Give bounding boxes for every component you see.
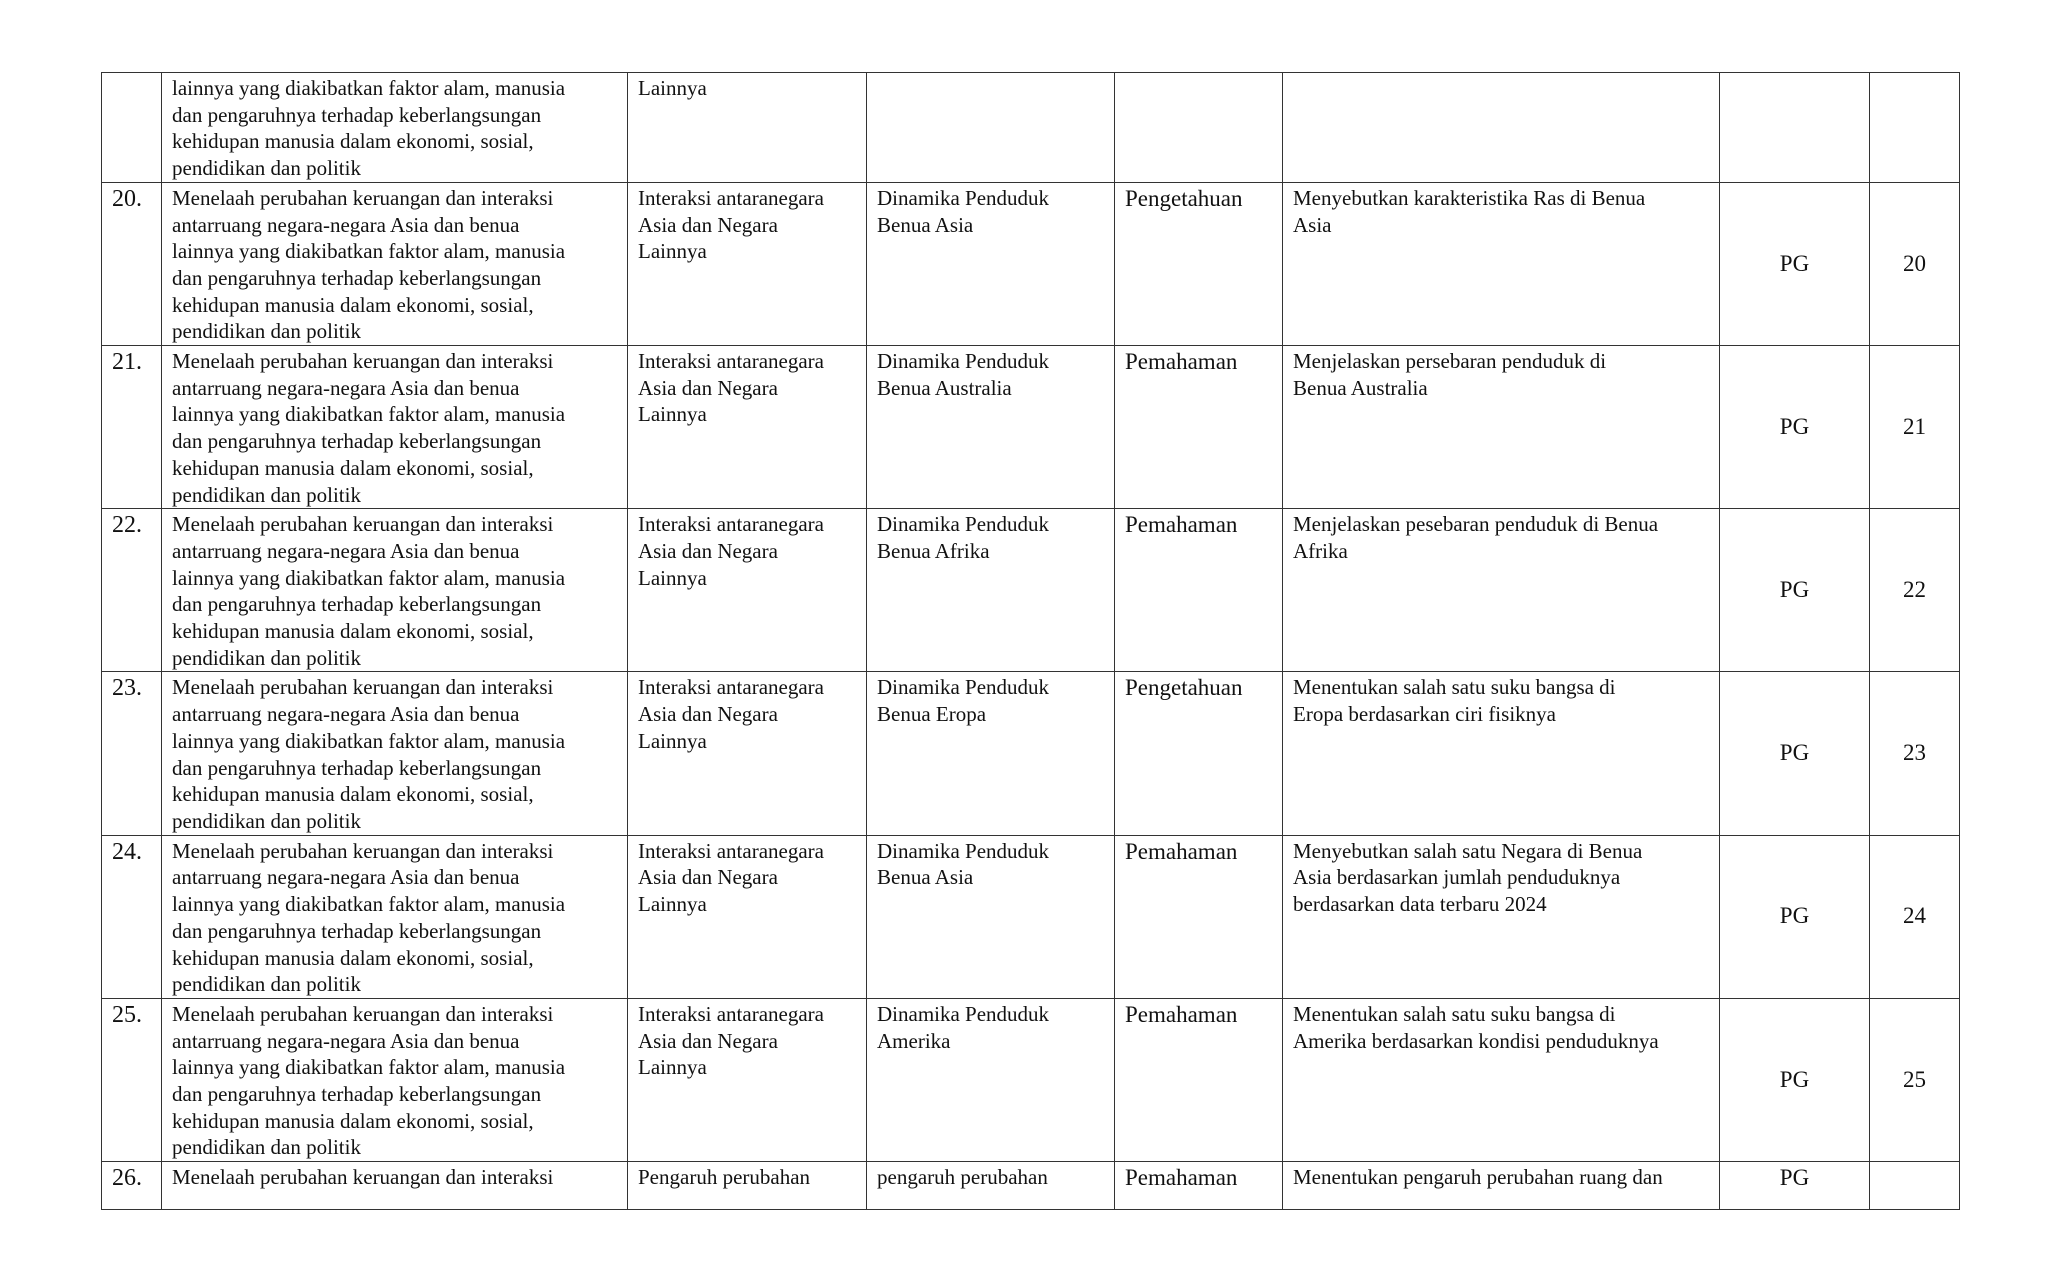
kompetensi-dasar-cell-line: kehidupan manusia dalam ekonomi, sosial, (172, 1108, 534, 1133)
materi-cell (628, 998, 867, 1161)
materi-cell-line: Lainnya (638, 892, 707, 917)
kompetensi-dasar-cell-line: kehidupan manusia dalam ekonomi, sosial, (172, 782, 534, 807)
indikator-cell-line: Asia (1293, 212, 1332, 237)
indikator-cell-line: Eropa berdasarkan ciri fisiknya (1293, 702, 1556, 727)
kompetensi-dasar-cell-line: Menelaah perubahan keruangan dan interaksi (172, 185, 554, 210)
level-kognitif-cell: Pemahaman (1115, 835, 1283, 998)
indikator-cell-line: Menyebutkan salah satu Negara di Benua (1293, 838, 1643, 863)
materi-cell-line: Asia dan Negara (638, 1028, 778, 1053)
submateri-cell-line: Dinamika Penduduk (877, 838, 1050, 863)
materi-cell-line: Lainnya (638, 402, 707, 427)
kompetensi-dasar-cell (162, 998, 628, 1161)
indikator-cell-line: Afrika (1293, 538, 1348, 563)
nomor-soal-cell: 25 (1870, 998, 1960, 1161)
kompetensi-dasar-cell-line: pendidikan dan politik (172, 319, 361, 344)
submateri-cell (867, 182, 1115, 345)
kompetensi-dasar-cell-line: Menelaah perubahan keruangan dan interaksi (172, 512, 554, 537)
table-row (102, 1162, 1960, 1210)
kompetensi-dasar-cell-line: antarruang negara-negara Asia dan benua (172, 865, 520, 890)
kompetensi-dasar-cell-line: lainnya yang diakibatkan faktor alam, manusia (172, 402, 566, 427)
indikator-cell (1283, 835, 1720, 998)
materi-cell-line: Lainnya (638, 239, 707, 264)
kompetensi-dasar-cell-line: dan pengaruhnya terhadap keberlangsungan (172, 592, 542, 617)
table-row (102, 835, 1960, 998)
kompetensi-dasar-cell-line: kehidupan manusia dalam ekonomi, sosial, (172, 945, 534, 970)
materi-cell (628, 1162, 867, 1210)
kompetensi-dasar-cell (162, 1162, 628, 1210)
level-kognitif-cell: Pengetahuan (1115, 672, 1283, 835)
submateri-cell-line: Dinamika Penduduk (877, 349, 1050, 374)
indikator-cell-line: Amerika berdasarkan kondisi penduduknya (1293, 1028, 1659, 1053)
kompetensi-dasar-cell-line: kehidupan manusia dalam ekonomi, sosial, (172, 455, 534, 480)
kompetensi-dasar-cell-line: kehidupan manusia dalam ekonomi, sosial, (172, 129, 534, 154)
kompetensi-dasar-cell-line: pendidikan dan politik (172, 972, 361, 997)
submateri-cell-line: Benua Afrika (877, 538, 990, 563)
row-number-cell (102, 73, 162, 183)
kompetensi-dasar-cell-line: antarruang negara-negara Asia dan benua (172, 1028, 520, 1053)
materi-cell-line: Asia dan Negara (638, 865, 778, 890)
kompetensi-dasar-cell-line: pendidikan dan politik (172, 645, 361, 670)
kompetensi-dasar-cell-line: antarruang negara-negara Asia dan benua (172, 212, 520, 237)
level-kognitif-cell: Pemahaman (1115, 509, 1283, 672)
submateri-cell (867, 835, 1115, 998)
indikator-cell (1283, 998, 1720, 1161)
kompetensi-dasar-cell-line: antarruang negara-negara Asia dan benua (172, 538, 520, 563)
nomor-soal-cell: 20 (1870, 182, 1960, 345)
kompetensi-dasar-cell (162, 835, 628, 998)
indikator-cell-line: Menjelaskan pesebaran penduduk di Benua (1293, 512, 1659, 537)
table-row (102, 509, 1960, 672)
bentuk-soal-cell: PG (1720, 1162, 1870, 1210)
materi-cell-line: Pengaruh perubahan (638, 1165, 811, 1190)
materi-cell-line: Interaksi antaranegara (638, 512, 824, 537)
kompetensi-dasar-cell-line: lainnya yang diakibatkan faktor alam, manusia (172, 892, 566, 917)
submateri-cell-line: Benua Asia (877, 865, 974, 890)
kompetensi-dasar-cell (162, 672, 628, 835)
materi-cell (628, 346, 867, 509)
nomor-soal-cell: 23 (1870, 672, 1960, 835)
materi-cell-line: Asia dan Negara (638, 375, 778, 400)
materi-cell-line: Lainnya (638, 728, 707, 753)
kompetensi-dasar-cell-line: dan pengaruhnya terhadap keberlangsungan (172, 102, 542, 127)
indikator-cell-line: Menjelaskan persebaran penduduk di (1293, 349, 1607, 374)
materi-cell (628, 73, 867, 183)
kompetensi-dasar-cell-line: dan pengaruhnya terhadap keberlangsungan (172, 265, 542, 290)
level-kognitif-cell (1115, 73, 1283, 183)
bentuk-soal-cell: PG (1720, 672, 1870, 835)
submateri-cell-line: Dinamika Penduduk (877, 675, 1050, 700)
indikator-cell (1283, 509, 1720, 672)
kompetensi-dasar-cell-line: pendidikan dan politik (172, 482, 361, 507)
materi-cell-line: Interaksi antaranegara (638, 349, 824, 374)
materi-cell (628, 182, 867, 345)
nomor-soal-cell: 21 (1870, 346, 1960, 509)
indikator-cell-line: Benua Australia (1293, 375, 1428, 400)
indikator-cell (1283, 73, 1720, 183)
indikator-cell (1283, 182, 1720, 345)
row-number-cell: 21. (102, 346, 162, 509)
kompetensi-dasar-cell-line: dan pengaruhnya terhadap keberlangsungan (172, 429, 542, 454)
kompetensi-dasar-cell-line: pendidikan dan politik (172, 1135, 361, 1160)
bentuk-soal-cell (1720, 73, 1870, 183)
kompetensi-dasar-cell (162, 73, 628, 183)
row-number-cell: 24. (102, 835, 162, 998)
row-number-cell: 25. (102, 998, 162, 1161)
materi-cell (628, 672, 867, 835)
materi-cell-line: Lainnya (638, 1055, 707, 1080)
kompetensi-dasar-cell-line: lainnya yang diakibatkan faktor alam, manusia (172, 239, 566, 264)
level-kognitif-cell: Pemahaman (1115, 998, 1283, 1161)
submateri-cell-line: Benua Asia (877, 212, 974, 237)
kompetensi-dasar-cell-line: antarruang negara-negara Asia dan benua (172, 702, 520, 727)
bentuk-soal-cell: PG (1720, 346, 1870, 509)
materi-cell-line: Asia dan Negara (638, 212, 778, 237)
row-number-cell: 20. (102, 182, 162, 345)
kompetensi-dasar-cell-line: Menelaah perubahan keruangan dan interaksi (172, 349, 554, 374)
materi-cell-line: Interaksi antaranegara (638, 185, 824, 210)
kompetensi-dasar-cell-line: kehidupan manusia dalam ekonomi, sosial, (172, 292, 534, 317)
indikator-cell-line: Menentukan salah satu suku bangsa di (1293, 675, 1616, 700)
materi-cell-line: Lainnya (638, 76, 707, 100)
submateri-cell-line: Amerika (877, 1028, 951, 1053)
kompetensi-dasar-cell (162, 182, 628, 345)
table-row (102, 998, 1960, 1161)
nomor-soal-cell: 24 (1870, 835, 1960, 998)
kompetensi-dasar-cell-line: dan pengaruhnya terhadap keberlangsungan (172, 918, 542, 943)
row-number-cell: 26. (102, 1162, 162, 1210)
kompetensi-dasar-cell-line: lainnya yang diakibatkan faktor alam, manusia (172, 565, 566, 590)
submateri-cell-line: Benua Australia (877, 375, 1012, 400)
submateri-cell-line: Dinamika Penduduk (877, 1001, 1050, 1026)
materi-cell-line: Interaksi antaranegara (638, 838, 824, 863)
kompetensi-dasar-cell-line: dan pengaruhnya terhadap keberlangsungan (172, 1082, 542, 1107)
kompetensi-dasar-cell-line: Menelaah perubahan keruangan dan interaksi (172, 675, 554, 700)
row-number-cell: 23. (102, 672, 162, 835)
indikator-cell (1283, 1162, 1720, 1210)
kisi-kisi-table (101, 72, 1960, 1210)
indikator-cell-line: Menyebutkan karakteristika Ras di Benua (1293, 185, 1646, 210)
kompetensi-dasar-cell-line: antarruang negara-negara Asia dan benua (172, 375, 520, 400)
materi-cell (628, 509, 867, 672)
submateri-cell (867, 1162, 1115, 1210)
indikator-cell-line: Menentukan pengaruh perubahan ruang dan (1293, 1165, 1663, 1190)
indikator-cell (1283, 346, 1720, 509)
nomor-soal-cell (1870, 1162, 1960, 1210)
materi-cell (628, 835, 867, 998)
materi-cell-line: Lainnya (638, 565, 707, 590)
table-row (102, 346, 1960, 509)
kompetensi-dasar-cell (162, 509, 628, 672)
bentuk-soal-cell: PG (1720, 998, 1870, 1161)
table-row (102, 182, 1960, 345)
submateri-cell-line: Dinamika Penduduk (877, 512, 1050, 537)
indikator-cell-line: Menentukan salah satu suku bangsa di (1293, 1001, 1616, 1026)
bentuk-soal-cell: PG (1720, 182, 1870, 345)
bentuk-soal-cell: PG (1720, 509, 1870, 672)
submateri-cell-line: Benua Eropa (877, 702, 987, 727)
table-row (102, 672, 1960, 835)
submateri-cell (867, 672, 1115, 835)
materi-cell-line: Asia dan Negara (638, 538, 778, 563)
submateri-cell (867, 998, 1115, 1161)
kompetensi-dasar-cell-line: lainnya yang diakibatkan faktor alam, manusia (172, 1055, 566, 1080)
indikator-cell (1283, 672, 1720, 835)
nomor-soal-cell (1870, 73, 1960, 183)
row-number-cell: 22. (102, 509, 162, 672)
table-body (102, 73, 1960, 1210)
indikator-cell-line: berdasarkan data terbaru 2024 (1293, 892, 1547, 917)
table-row (102, 73, 1960, 183)
level-kognitif-cell: Pemahaman (1115, 1162, 1283, 1210)
level-kognitif-cell: Pemahaman (1115, 346, 1283, 509)
submateri-cell-line: Dinamika Penduduk (877, 185, 1050, 210)
submateri-cell (867, 509, 1115, 672)
submateri-cell (867, 73, 1115, 183)
kompetensi-dasar-cell-line: lainnya yang diakibatkan faktor alam, manusia (172, 728, 566, 753)
kompetensi-dasar-cell-line: Menelaah perubahan keruangan dan interaksi (172, 1001, 554, 1026)
kompetensi-dasar-cell-line: lainnya yang diakibatkan faktor alam, manusia (172, 76, 566, 100)
materi-cell-line: Interaksi antaranegara (638, 1001, 824, 1026)
indikator-cell-line: Asia berdasarkan jumlah penduduknya (1293, 865, 1621, 890)
level-kognitif-cell: Pengetahuan (1115, 182, 1283, 345)
kompetensi-dasar-cell (162, 346, 628, 509)
submateri-cell (867, 346, 1115, 509)
kompetensi-dasar-cell-line: kehidupan manusia dalam ekonomi, sosial, (172, 619, 534, 644)
kompetensi-dasar-cell-line: Menelaah perubahan keruangan dan interaksi (172, 1165, 554, 1190)
bentuk-soal-cell: PG (1720, 835, 1870, 998)
nomor-soal-cell: 22 (1870, 509, 1960, 672)
submateri-cell-line: pengaruh perubahan (877, 1165, 1048, 1190)
kompetensi-dasar-cell-line: dan pengaruhnya terhadap keberlangsungan (172, 755, 542, 780)
kompetensi-dasar-cell-line: pendidikan dan politik (172, 808, 361, 833)
materi-cell-line: Interaksi antaranegara (638, 675, 824, 700)
materi-cell-line: Asia dan Negara (638, 702, 778, 727)
kompetensi-dasar-cell-line: Menelaah perubahan keruangan dan interaksi (172, 838, 554, 863)
kompetensi-dasar-cell-line: pendidikan dan politik (172, 156, 361, 181)
